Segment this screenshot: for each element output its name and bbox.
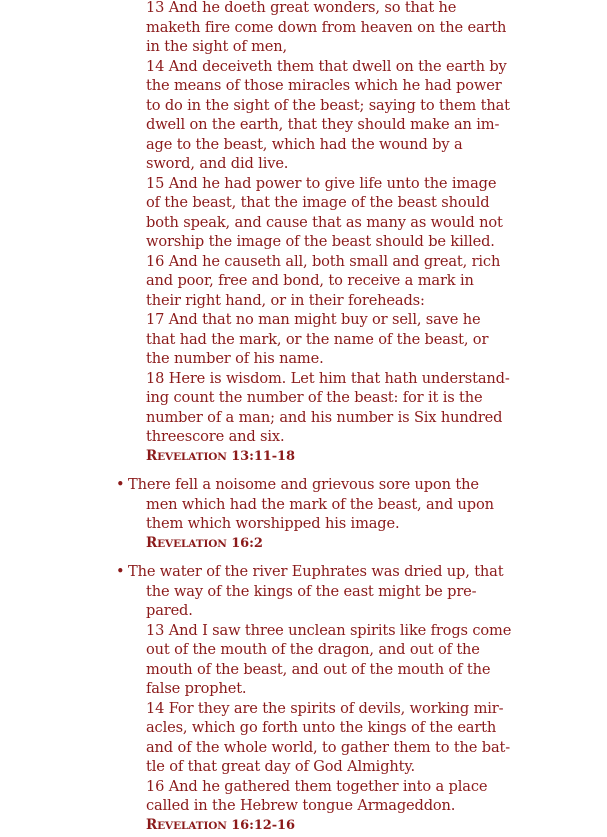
verse-line: the number of his name. <box>146 350 324 367</box>
verse-line: worship the image of the beast should be killed. <box>146 233 495 250</box>
verse-line: to do in the sight of the beast; saying to them that <box>146 96 510 114</box>
bullet-icon: • <box>116 563 125 580</box>
verse-line: acles, which go forth unto the kings of the earth <box>146 719 497 736</box>
scripture-reference: REVELATION 16:2 <box>146 535 263 551</box>
verse-line: age to the beast, which had the wound by a <box>146 135 463 153</box>
verse-line: 18 Here is wisdom. Let him that hath understand- <box>146 369 510 387</box>
verse-line: of the beast, that the image of the beast should <box>146 194 490 211</box>
verse-line: and poor, free and bond, to receive a mark in <box>146 272 474 289</box>
verse-line: 13 And he doeth great wonders, so that he <box>146 0 457 16</box>
bullet-item-first-line <box>116 562 503 582</box>
verse-line: their right hand, or in their foreheads: <box>146 291 425 309</box>
verse-line: There fell a noisome and grievous sore upon the <box>128 476 479 493</box>
verse-line: 16 And he causeth all, both small and great, rich <box>146 252 501 270</box>
verse-line: in the sight of men, <box>146 38 287 55</box>
verse-line: threescore and six. <box>146 428 285 445</box>
verse-line: number of a man; and his number is Six hundred <box>146 408 503 426</box>
verse-line: 17 And that no man might buy or sell, save he <box>146 311 481 328</box>
verse-line: 14 And deceiveth them that dwell on the earth by <box>146 57 507 75</box>
verse-line: that had the mark, or the name of the beast, or <box>146 330 489 348</box>
bullet-item-first-line <box>116 475 479 495</box>
verse-line: tle of that great day of God Almighty. <box>146 758 416 775</box>
verse-line: The water of the river Euphrates was dried up, that <box>128 563 504 580</box>
verse-line: pared. <box>146 602 193 619</box>
verse-line: men which had the mark of the beast, and upon <box>146 495 494 513</box>
verse-line: mouth of the beast, and out of the mouth of the <box>146 660 491 678</box>
verse-line: both speak, and cause that as many as would not <box>146 213 503 231</box>
verse-line: out of the mouth of the dragon, and out of the <box>146 641 480 658</box>
verse-line: dwell on the earth, that they should make an im- <box>146 116 500 133</box>
verse-line: maketh fire come down from heaven on the earth <box>146 18 507 36</box>
bullet-icon: • <box>116 476 125 493</box>
verse-line: them which worshipped his image. <box>146 515 400 532</box>
verse-line: 16 And he gathered them together into a place <box>146 777 488 795</box>
scripture-reference: REVELATION 16:12-16 <box>146 817 295 833</box>
verse-line: ing count the number of the beast: for it is the <box>146 389 483 406</box>
verse-line: 14 For they are the spirits of devils, working mir- <box>146 699 504 717</box>
verse-line: 15 And he had power to give life unto the image <box>146 174 497 192</box>
verse-line: the means of those miracles which he had power <box>146 77 502 94</box>
verse-line: sword, and did live. <box>146 155 289 172</box>
scripture-reference: REVELATION 13:11-18 <box>146 448 295 464</box>
verse-line: false prophet. <box>146 680 247 697</box>
verse-line: and of the whole world, to gather them to the bat- <box>146 738 510 756</box>
verse-line: the way of the kings of the east might be pre- <box>146 582 477 600</box>
verse-line: 13 And I saw three unclean spirits like frogs come <box>146 621 512 639</box>
verse-line: called in the Hebrew tongue Armageddon. <box>146 797 456 814</box>
